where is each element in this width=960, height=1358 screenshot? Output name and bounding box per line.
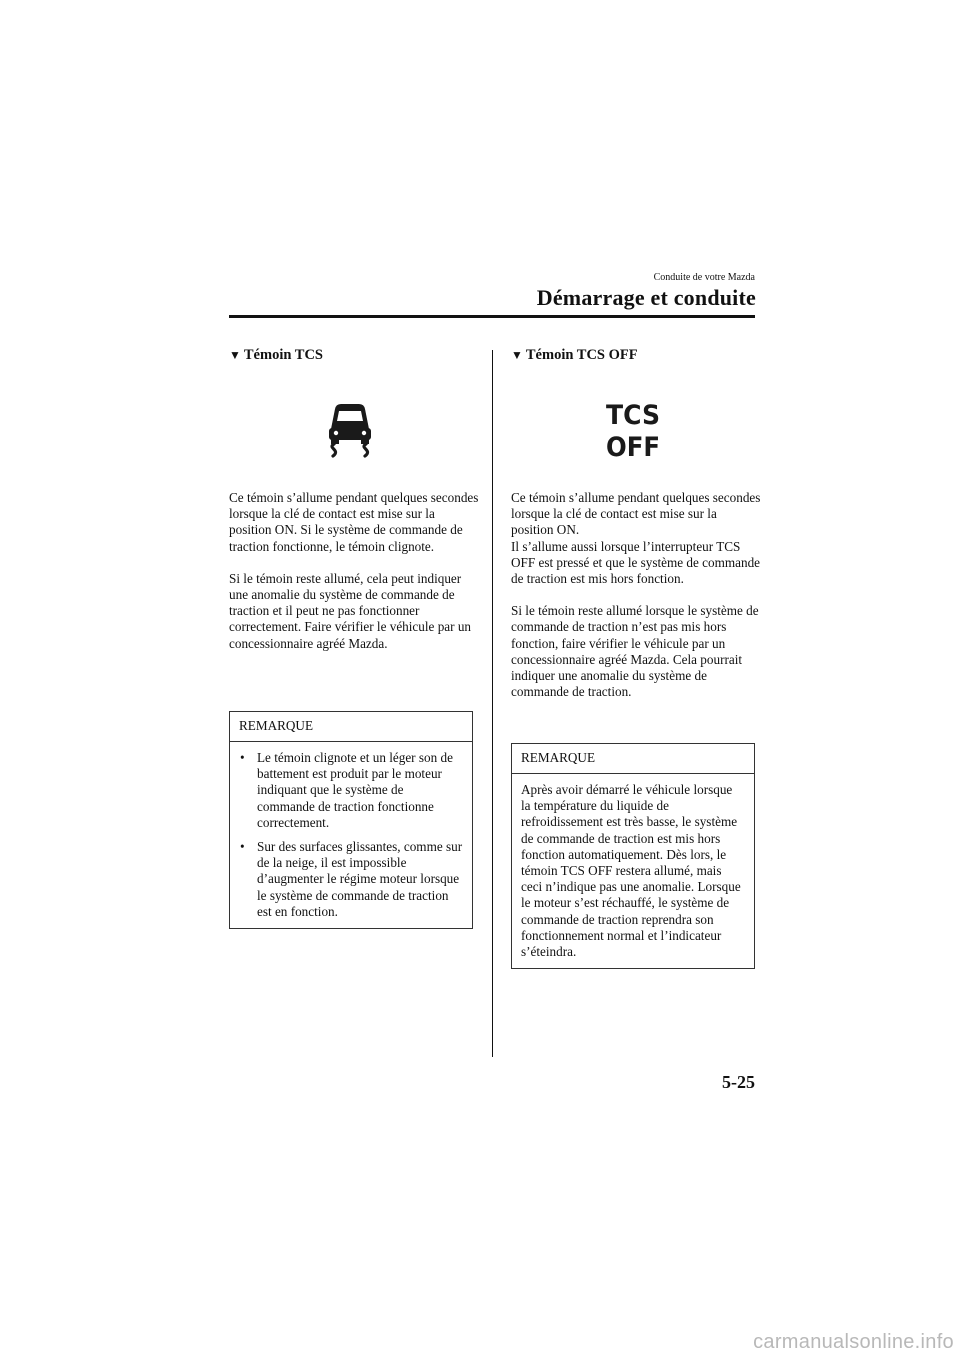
chapter-title: Démarrage et conduite bbox=[536, 285, 756, 310]
header-rule bbox=[229, 315, 755, 318]
list-item bbox=[239, 839, 463, 920]
tcs-heading bbox=[229, 347, 479, 363]
tcs-off-icon-line-1: TCS bbox=[606, 400, 660, 431]
triangle-marker-icon: ▼ bbox=[229, 348, 241, 362]
tcs-off-note-body: Après avoir démarré le véhicule lorsque la température du liquide de refroidissement est très basse, le système de commande de traction est mis hors fonction automatiquement. Dès lors, le témoin TCS OFF restera allumé, mais ceci n’indique pas une anomalie. Lorsque le moteur s’est réchauffé, le système de commande de traction reprendra son fonctionnement normal et l’indicateur s’éteindra. bbox=[521, 782, 741, 960]
right-column bbox=[511, 347, 761, 363]
tcs-note-item-1: Le témoin clignote et un léger son de battement est produit par le moteur indiquant que le système de commande de traction fonctionne correctement. bbox=[257, 750, 453, 830]
tcs-off-icon bbox=[603, 398, 663, 465]
tcs-off-note-title: REMARQUE bbox=[512, 744, 754, 774]
tcs-note-body bbox=[230, 742, 472, 928]
tcs-note-title: REMARQUE bbox=[230, 712, 472, 742]
page-number: 5-25 bbox=[722, 1072, 755, 1092]
column-divider bbox=[492, 350, 493, 1057]
tcs-off-paragraph-3: Si le témoin reste allumé lorsque le système de commande de traction n’est pas mis hors fonction, faire vérifier le véhicule par un concessionnaire agréé Mazda. Cela pourrait indiquer une anomalie du système de commande de traction. bbox=[511, 603, 759, 700]
chapter-subtitle: Conduite de votre Mazda bbox=[653, 272, 755, 283]
left-column bbox=[229, 347, 479, 363]
bullet-icon: • bbox=[240, 750, 245, 765]
tcs-off-paragraph-1: Ce témoin s’allume pendant quelques secondes lorsque la clé de contact est mise sur la position ON. bbox=[511, 490, 761, 538]
tcs-off-note-box bbox=[511, 743, 755, 969]
tcs-note-box bbox=[229, 711, 473, 929]
tcs-off-heading-text: Témoin TCS OFF bbox=[525, 347, 638, 363]
tcs-off-icon-line-2: OFF bbox=[606, 432, 660, 460]
tcs-paragraph-2: Si le témoin reste allumé, cela peut indiquer une anomalie du système de commande de traction et il peut ne pas fonctionner correctement. Faire vérifier le véhicule par un concessionnaire agréé Mazda. bbox=[229, 570, 472, 651]
tcs-paragraph-1: Ce témoin s’allume pendant quelques secondes lorsque la clé de contact est mise sur la position ON. Si le système de commande de traction fonctionne, le témoin clignote. bbox=[229, 490, 479, 554]
tcs-heading-text: Témoin TCS bbox=[243, 347, 323, 363]
tcs-note-item-2: Sur des surfaces glissantes, comme sur de la neige, il est impossible d’augmenter le régime moteur lorsque le système de commande de traction est en fonction. bbox=[257, 839, 463, 919]
tcs-off-text bbox=[511, 490, 761, 700]
bullet-icon: • bbox=[240, 839, 245, 855]
tcs-text bbox=[229, 490, 479, 652]
list-item bbox=[239, 750, 463, 831]
triangle-marker-icon: ▼ bbox=[511, 348, 523, 362]
tcs-off-paragraph-2: Il s’allume aussi lorsque l’interrupteur TCS OFF est pressé et que le système de commande de traction est mis hors fonction. bbox=[511, 538, 761, 587]
traction-control-car-skid-icon bbox=[322, 399, 378, 464]
watermark: carmanualsonline.info bbox=[753, 1331, 954, 1353]
tcs-off-heading bbox=[511, 347, 761, 363]
